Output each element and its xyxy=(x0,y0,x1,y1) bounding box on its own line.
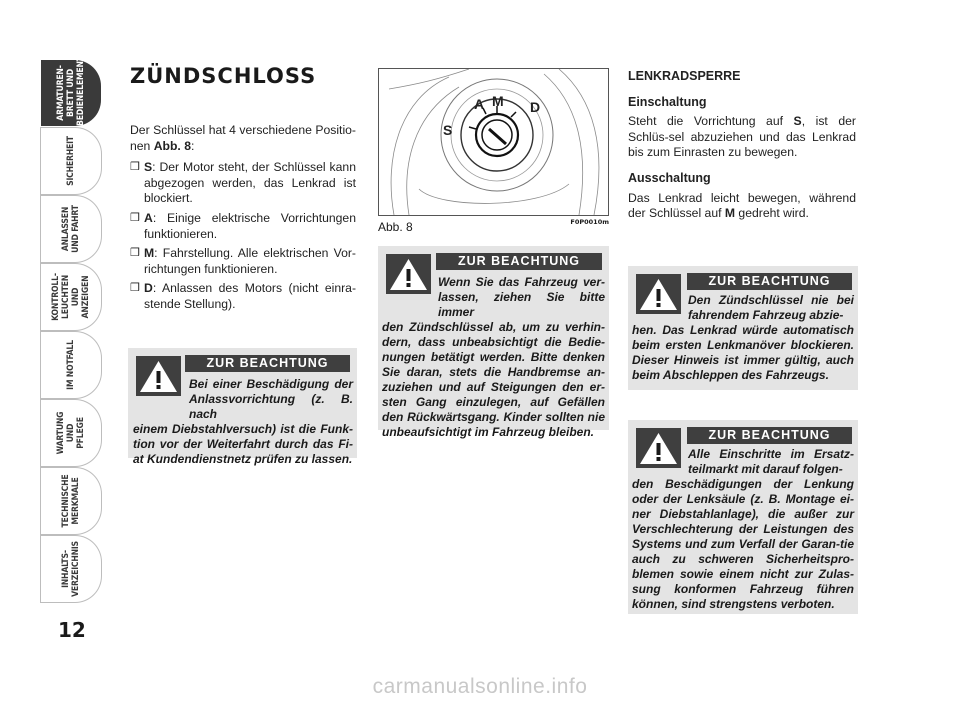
text-part: Das Lenkrad leicht bewegen, während der Schlüssel auf xyxy=(628,190,856,221)
list-item xyxy=(130,281,356,312)
ausschaltung-text xyxy=(628,191,856,222)
position-key: M xyxy=(144,246,155,261)
tab-label: SICHERHEIT xyxy=(66,136,76,186)
tab-label: TECHNISCHE MERKMALE xyxy=(61,474,81,528)
warning-header: ZUR BEACHTUNG xyxy=(687,273,852,290)
text-part: Steht die Vorrichtung auf xyxy=(628,114,794,129)
tab-anlassen[interactable] xyxy=(41,196,101,262)
warning-header: ZUR BEACHTUNG xyxy=(436,253,602,270)
steering-lock-section xyxy=(628,69,856,232)
warning-body: hen. Das Lenkrad würde automatisch beim ersten Lenkmanöver blockieren. Dieser Hinweis ist immer gültig, auch beim Abschleppen des Fahrzeugs. xyxy=(632,323,854,382)
figure-reference[interactable]: Abb. 8 xyxy=(153,138,191,153)
tab-label: WARTUNG UND PFLEGE xyxy=(56,411,86,455)
warning-body: den Zündschlüssel ab, um zu verhin-dern, dass unbeabsichtigt die Bedie-nungen betätigt werden. Bitte denken Sie daran, stets die Handbremse an-zuziehen und auf Steigungen den er-sten Gang einzulegen, auf Gefällen den Rückwärtsgang. Kinder sollten nie unbeaufsichtigt im Fahrzeug bleiben. xyxy=(382,320,605,439)
subheading-ausschaltung: Ausschaltung xyxy=(628,170,711,185)
watermark: carmanualsonline.info xyxy=(372,675,588,698)
position-label-s: S xyxy=(443,122,453,138)
list-item xyxy=(130,211,356,242)
tab-armaturenbrett[interactable] xyxy=(41,51,101,126)
checkbox-bullet-icon: ❒ xyxy=(130,247,140,260)
warning-lead: Alle Einschritte im Ersatz-teilmarkt mit darauf folgen- xyxy=(688,447,854,476)
warning-box-4 xyxy=(628,420,858,614)
section-heading: LENKRADSPERRE xyxy=(628,69,741,83)
tab-label: ARMATUREN- BRETT UND BEDIENELEMENTE xyxy=(56,51,86,126)
text-part: gedreht wird. xyxy=(735,206,809,221)
warning-lead: Wenn Sie das Fahrzeug ver-lassen, ziehen Sie bitte immer xyxy=(438,275,605,319)
checkbox-bullet-icon: ❒ xyxy=(130,161,140,174)
warning-body: einem Diebstahlversuch) ist die Funk-tion vor der Weiterfahrt durch das Fi-at Kundendienstnetz prüfen zu lassen. xyxy=(133,422,353,466)
position-key: S xyxy=(144,160,153,175)
warning-box-3 xyxy=(628,266,858,390)
position-label-m: M xyxy=(492,93,504,109)
position-text: : Fahrstellung. Alle elektrischen Vor-richtungen funktionieren. xyxy=(144,246,356,276)
page-title: ZÜNDSCHLOSS xyxy=(130,64,317,88)
warning-box-1 xyxy=(128,348,357,466)
position-key: S xyxy=(793,114,802,129)
warning-header: ZUR BEACHTUNG xyxy=(185,355,350,372)
warning-header: ZUR BEACHTUNG xyxy=(687,427,852,444)
ignition-intro xyxy=(130,123,356,317)
ignition-switch-illustration xyxy=(379,69,608,215)
tab-sicherheit[interactable] xyxy=(41,128,101,194)
position-text: : Anlassen des Motors (nicht einra-stende Stellung). xyxy=(144,281,356,311)
list-item xyxy=(130,246,356,277)
warning-lead: Bei einer Beschädigung der Anlassvorrichtung (z. B. nach xyxy=(189,377,353,421)
tab-inhaltsverzeichnis[interactable] xyxy=(41,536,101,602)
figure-caption xyxy=(378,216,609,235)
warning-text xyxy=(632,447,854,612)
intro-colon: : xyxy=(190,138,195,153)
position-label-a: A xyxy=(474,96,485,112)
tab-technische-merkmale[interactable] xyxy=(41,468,101,534)
checkbox-bullet-icon: ❒ xyxy=(130,211,140,224)
einschaltung-text xyxy=(628,114,856,161)
warning-lead: Den Zündschlüssel nie bei fahrendem Fahrzeug abzie- xyxy=(688,293,854,322)
warning-body: den Beschädigungen der Lenkung oder der Lenksäule (z. B. Montage ei-ner Diebstahlanlage), die außer zur Verschlechterung der Leistungen des Systems und zum Verfall der Garan-tie auch zu schweren Sicherheitspro-blemen sowie einem nicht zur Zulas-sung konformen Fahrzeug führen können, sind strengstens verboten. xyxy=(632,477,854,611)
warning-text xyxy=(382,275,605,440)
figure-label: Abb. 8 xyxy=(378,220,413,234)
position-key: D xyxy=(144,281,153,296)
subheading-einschaltung: Einschaltung xyxy=(628,94,707,109)
tab-label: KONTROLL- LEUCHTEN UND ANZEIGEN xyxy=(51,273,91,321)
position-text: : Einige elektrische Vorrichtungen funktionieren. xyxy=(144,210,356,241)
page-number: 12 xyxy=(58,618,86,642)
position-key: M xyxy=(724,206,736,221)
checkbox-bullet-icon: ❒ xyxy=(130,282,140,295)
ignition-figure xyxy=(378,68,609,216)
text-part: , ist der Schlüs-sel abzuziehen und das Lenkrad bis zum Einrasten zu bewegen. xyxy=(628,114,856,160)
tab-im-notfall[interactable] xyxy=(41,332,101,398)
list-item xyxy=(130,160,356,207)
tab-kontrollleuchten[interactable] xyxy=(41,264,101,330)
position-label-d: D xyxy=(530,99,541,115)
intro-text: Der Schlüssel hat 4 verschiedene Positio-nen xyxy=(130,123,356,153)
tab-label: INHALTS- VERZEICHNIS xyxy=(61,541,81,597)
warning-text xyxy=(632,293,854,383)
intro-paragraph xyxy=(130,123,356,154)
position-text: : Der Motor steht, der Schlüssel kann abgezogen werden, das Lenkrad ist blockiert. xyxy=(144,160,356,206)
warning-text xyxy=(133,377,353,467)
tab-label: ANLASSEN UND FAHRT xyxy=(61,205,81,253)
tab-wartung[interactable] xyxy=(41,400,101,466)
warning-box-2 xyxy=(378,246,609,439)
figure-code: F0P0010m xyxy=(570,218,609,226)
tab-label: IM NOTFALL xyxy=(66,340,76,390)
position-key: A xyxy=(144,210,153,225)
